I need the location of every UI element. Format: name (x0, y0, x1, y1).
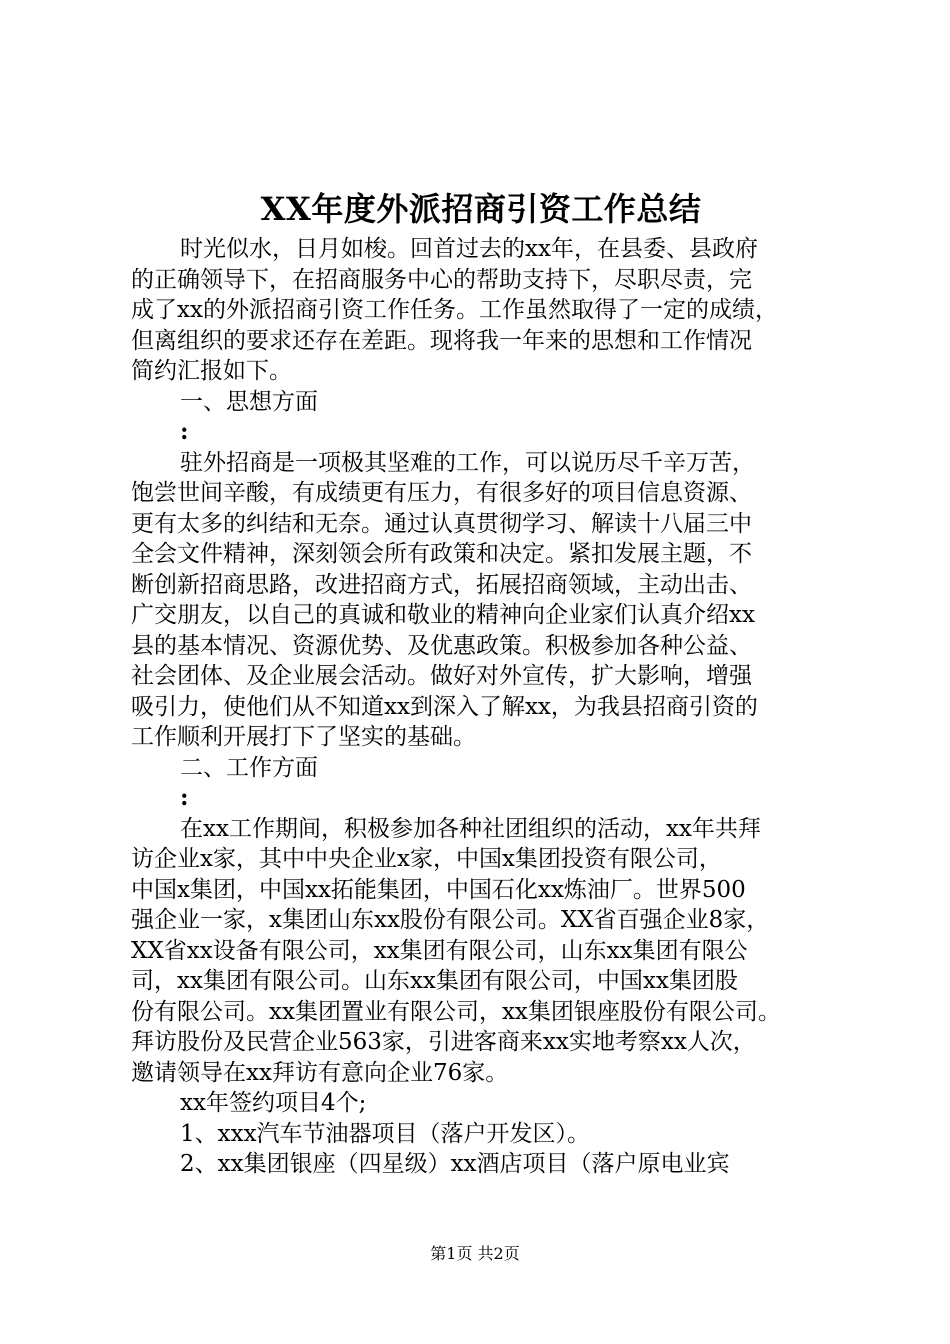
text-line: : (180, 784, 189, 811)
text-line: 简约汇报如下。 (131, 358, 292, 384)
text-line: 的正确领导下，在招商服务中心的帮助支持下，尽职尽责，完 (131, 266, 752, 293)
text-line: 1、xxx汽车节油器项目（落户开发区）。 (180, 1120, 591, 1147)
text-line: 一、思想方面 (180, 388, 318, 415)
page-footer: 第1页 共2页 (430, 1244, 520, 1263)
text-line: 全会文件精神，深刻领会所有政策和决定。紧扣发展主题，不 (131, 541, 752, 567)
text-line: 但离组织的要求还存在差距。现将我一年来的思想和工作情况 (131, 327, 752, 354)
document-body (131, 234, 831, 1180)
text-line: 更有太多的纠结和无奈。通过认真贯彻学习、解读十八届三中 (131, 510, 752, 537)
text-line: 强企业一家，x集团山东xx股份有限公司。XX省百强企业8家， (131, 907, 770, 933)
text-line: 成了xx的外派招商引资工作任务。工作虽然取得了一定的成绩， (131, 297, 778, 323)
text-line: 广交朋友，以自己的真诚和敬业的精神向企业家们认真介绍xx (131, 602, 755, 628)
text-line: 邀请领导在xx拜访有意向企业76家。 (131, 1059, 509, 1086)
text-line: 县的基本情况、资源优势、及优惠政策。积极参加各种公益、 (131, 632, 752, 659)
text-line: 访企业x家，其中中央企业x家，中国x集团投资有限公司， (131, 846, 722, 872)
text-line: 吸引力，使他们从不知道xx到深入了解xx，为我县招商引资的 (131, 693, 758, 720)
text-line: 中国x集团，中国xx拓能集团，中国石化xx炼油厂。世界500 (131, 876, 746, 903)
text-line: XX省xx设备有限公司，xx集团有限公司，山东xx集团有限公 (131, 937, 748, 964)
text-line: 在xx工作期间，积极参加各种社团组织的活动，xx年共拜 (180, 815, 761, 842)
text-line: 时光似水，日月如梭。回首过去的xx年，在县委、县政府 (180, 236, 758, 262)
document-title: XX年度外派招商引资工作总结 (260, 190, 702, 228)
text-line: 工作顺利开展打下了坚实的基础。 (131, 724, 476, 750)
text-line: 驻外招商是一项极其坚难的工作，可以说历尽千辛万苦， (180, 449, 755, 476)
text-line: xx年签约项目4个; (180, 1090, 367, 1116)
text-line: 二、工作方面 (180, 754, 318, 781)
text-line: : (180, 418, 189, 445)
text-line: 断创新招商思路，改进招商方式，拓展招商领域，主动出击、 (131, 571, 752, 598)
text-line: 份有限公司。xx集团置业有限公司，xx集团银座股份有限公司。 (131, 998, 781, 1025)
text-line: 拜访股份及民营企业563家，引进客商来xx实地考察xx人次， (131, 1029, 756, 1055)
document-page (131, 186, 831, 1180)
text-line: 社会团体、及企业展会活动。做好对外宣传，扩大影响，增强 (131, 663, 752, 689)
text-line: 司，xx集团有限公司。山东xx集团有限公司，中国xx集团股 (131, 968, 738, 994)
text-line: 2、xx集团银座（四星级）xx酒店项目（落户原电业宾 (180, 1151, 730, 1177)
text-line: 饱尝世间辛酸，有成绩更有压力，有很多好的项目信息资源、 (131, 480, 752, 506)
